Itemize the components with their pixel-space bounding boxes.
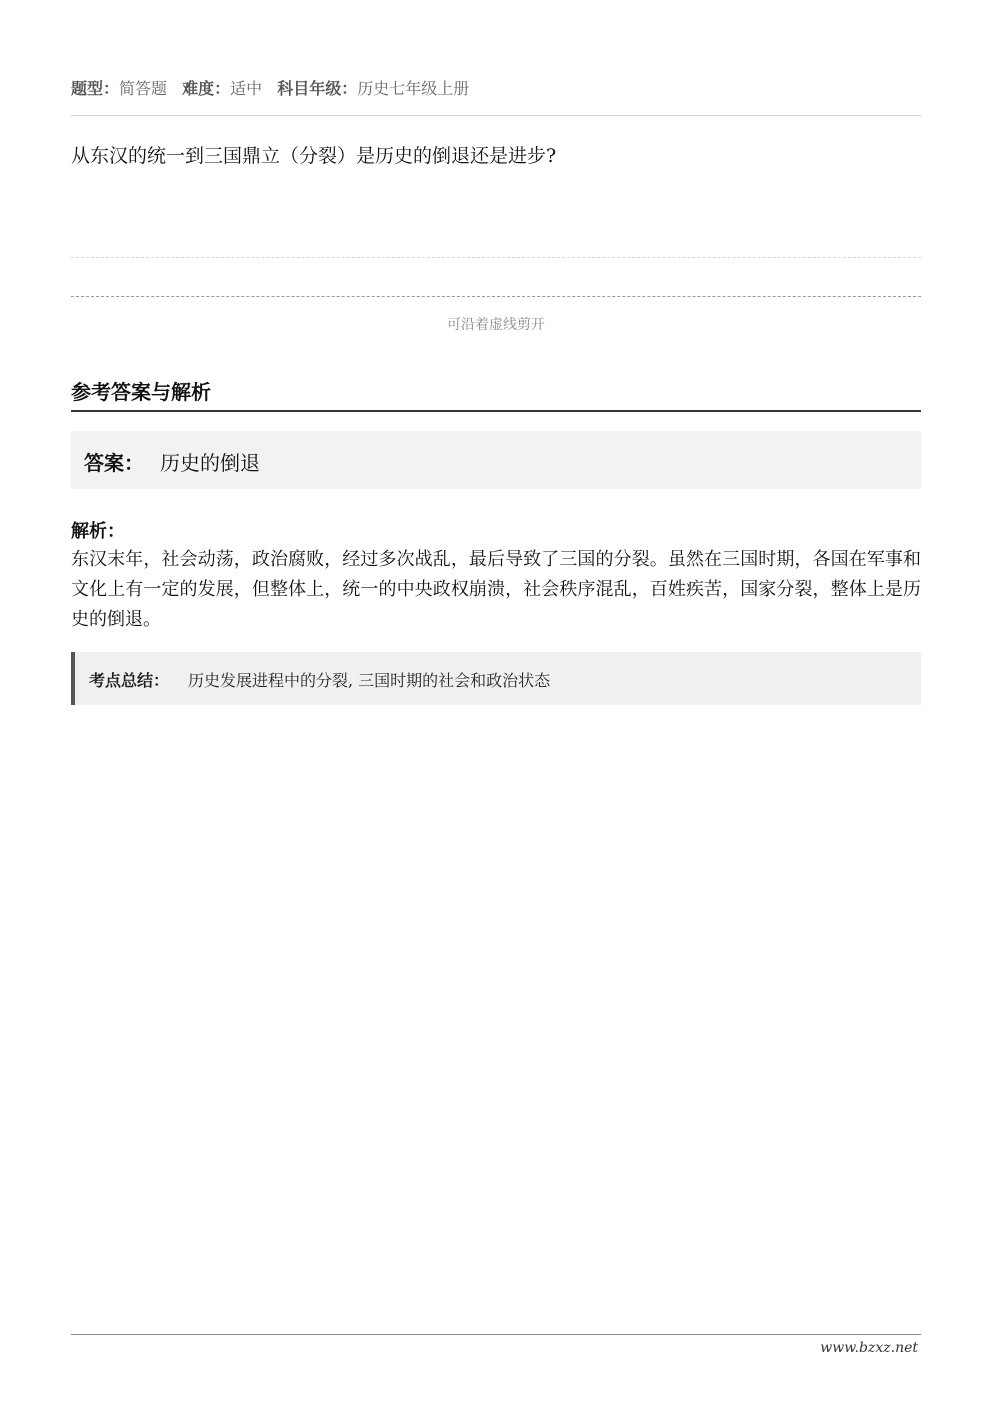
analysis-label: 解析： [71, 521, 125, 542]
section-divider [71, 410, 921, 412]
answer-line [71, 257, 921, 258]
question-meta [71, 76, 469, 99]
type-label: 题型： [71, 79, 120, 98]
summary-text: 历史发展进程中的分裂, 三国时期的社会和政治状态 [188, 671, 551, 690]
answer-text: 历史的倒退 [160, 451, 260, 475]
summary-label: 考点总结： [89, 671, 170, 690]
subject-value: 历史七年级上册 [357, 79, 470, 98]
footer-url: www.bzxz.net [820, 1340, 918, 1356]
document-page [71, 0, 921, 1403]
header-divider [71, 115, 921, 116]
type-value: 简答题 [119, 79, 168, 98]
answer-box [71, 431, 921, 489]
analysis-text: 东汉末年，社会动荡，政治腐败，经过多次战乱，最后导致了三国的分裂。虽然在三国时期，各国在军事和文化上有一定的发展，但整体上，统一的中央政权崩溃，社会秩序混乱，百姓疾苦，国家分裂，整体上是历史的倒退。 [71, 549, 921, 630]
answer-label: 答案： [84, 451, 144, 475]
difficulty-value: 适中 [230, 79, 263, 98]
question-text: 从东汉的统一到三国鼎立（分裂）是历史的倒退还是进步? [71, 145, 557, 167]
cut-hint: 可沿着虚线剪开 [447, 317, 545, 333]
difficulty-label: 难度： [182, 79, 231, 98]
cut-line [71, 296, 921, 297]
footer-divider [71, 1334, 921, 1335]
summary-box [71, 652, 921, 705]
section-title: 参考答案与解析 [71, 380, 211, 404]
subject-label: 科目年级： [277, 79, 358, 98]
